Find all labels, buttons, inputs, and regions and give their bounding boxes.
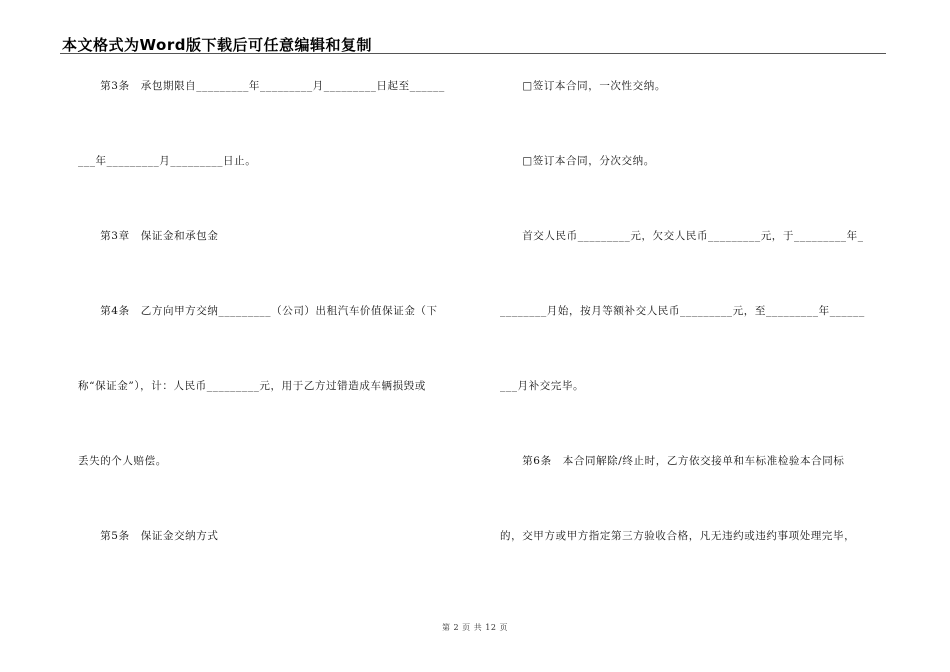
text-line: 称“保证金”），计：人民币_________元，用于乙方过错造成车辆损毁或 <box>78 380 426 392</box>
text-line: 第3章 保证金和承包金 <box>78 230 219 242</box>
text-line: ___月补交完毕。 <box>500 380 585 392</box>
checkbox-option-line: □签订本合同，分次交纳。 <box>500 155 655 167</box>
text-line: ___年_________月_________日止。 <box>78 155 257 167</box>
text-line: ________月始，按月等额补交人民币_________元，至_________年______ <box>500 305 865 317</box>
text-line: 第3条 承包期限自_________年_________月_________日起至______ <box>78 80 445 92</box>
text-line: 的，交甲方或甲方指定第三方验收合格，凡无违约或违约事项处理完毕， <box>500 530 856 542</box>
text-line: 丢失的个人赔偿。 <box>78 455 167 467</box>
text-line: 首交人民币_________元，欠交人民币_________元，于_________年_ <box>500 230 864 242</box>
text-line: 第6条 本合同解除/终止时，乙方依交接单和车标准检验本合同标 <box>500 455 845 467</box>
left-text-column <box>78 0 470 672</box>
text-line: 第4条 乙方向甲方交纳_________（公司）出租汽车价值保证金（下 <box>78 305 438 317</box>
right-text-column <box>500 0 884 672</box>
page-header-title: 本文格式为Word版下载后可任意编辑和复制 <box>62 36 372 54</box>
page-number-footer: 第 2 页 共 12 页 <box>442 623 508 632</box>
text-line: 第5条 保证金交纳方式 <box>78 530 219 542</box>
checkbox-option-line: □签订本合同，一次性交纳。 <box>500 80 666 92</box>
